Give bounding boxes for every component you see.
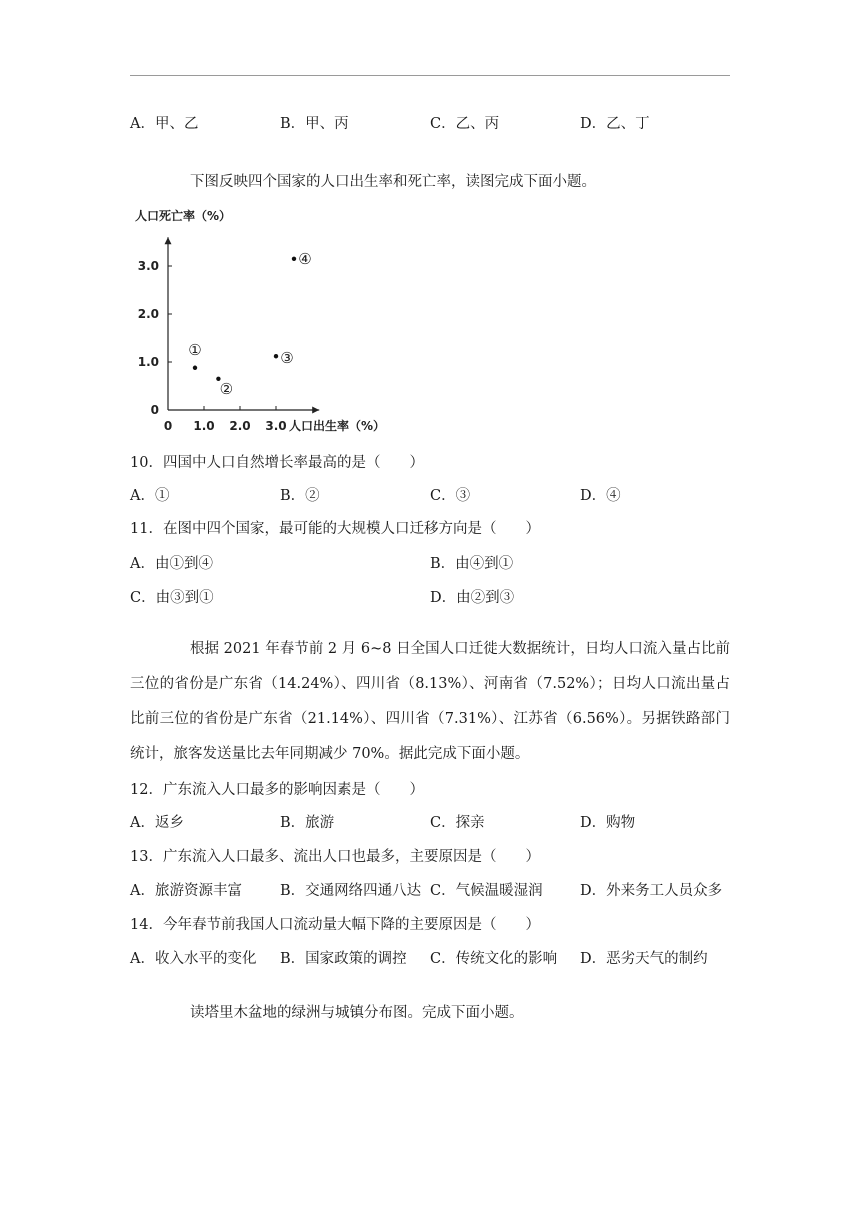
q10-option-d[interactable]: D．④ bbox=[580, 488, 621, 504]
x-tick-label: 0 bbox=[163, 419, 173, 433]
data-point bbox=[274, 354, 278, 358]
q13-stem: 13．广东流入人口最多、流出人口也最多，主要原因是（ ） bbox=[130, 849, 540, 865]
q12-option-c[interactable]: C．探亲 bbox=[430, 815, 485, 831]
q13-option-d[interactable]: D．外来务工人员众多 bbox=[580, 883, 723, 899]
q11-option-b[interactable]: B．由④到① bbox=[430, 556, 514, 572]
x-tick-label: 2.0 bbox=[229, 419, 251, 433]
y-tick-label: 0 bbox=[150, 403, 159, 417]
q14-option-d[interactable]: D．恶劣天气的制约 bbox=[580, 951, 708, 967]
q14-option-c[interactable]: C．传统文化的影响 bbox=[430, 951, 558, 967]
q9-option-d[interactable]: D．乙、丁 bbox=[580, 116, 650, 132]
x-tick-label: 1.0 bbox=[193, 419, 215, 433]
q11-option-c[interactable]: C．由③到① bbox=[130, 590, 214, 606]
q14-stem: 14．今年春节前我国人口流动量大幅下降的主要原因是（ ） bbox=[130, 917, 540, 933]
y-axis-arrow bbox=[165, 237, 172, 244]
q10-option-a[interactable]: A．① bbox=[130, 488, 170, 504]
q10-option-b[interactable]: B．② bbox=[280, 488, 320, 504]
y-tick-label: 1.0 bbox=[137, 355, 159, 369]
q11-option-d[interactable]: D．由②到③ bbox=[430, 590, 515, 606]
q11-option-a[interactable]: A．由①到④ bbox=[130, 556, 213, 572]
q12-option-b[interactable]: B．旅游 bbox=[280, 815, 335, 831]
q14-option-b[interactable]: B．国家政策的调控 bbox=[280, 951, 407, 967]
migration-intro-paragraph bbox=[130, 632, 730, 772]
q9-option-a[interactable]: A．甲、乙 bbox=[130, 116, 199, 132]
q12-option-d[interactable]: D．购物 bbox=[580, 815, 636, 831]
tarim-intro: 读塔里木盆地的绿洲与城镇分布图。完成下面小题。 bbox=[190, 1005, 524, 1021]
q12-stem: 12．广东流入人口最多的影响因素是（ ） bbox=[130, 782, 424, 798]
header-rule bbox=[130, 75, 730, 76]
q9-option-c[interactable]: C．乙、丙 bbox=[430, 116, 500, 132]
data-point-label: ① bbox=[188, 340, 202, 359]
birth-death-scatter-chart bbox=[133, 200, 393, 436]
data-point-label: ② bbox=[219, 379, 234, 398]
q12-option-a[interactable]: A．返乡 bbox=[130, 815, 184, 831]
data-point-label: ④ bbox=[298, 249, 312, 268]
y-tick-label: 3.0 bbox=[137, 259, 159, 273]
chart-ylabel: 人口死亡率（%） bbox=[135, 209, 232, 223]
data-point-label: ③ bbox=[280, 349, 294, 368]
q13-option-b[interactable]: B．交通网络四通八达 bbox=[280, 883, 422, 899]
q10-option-c[interactable]: C．③ bbox=[430, 488, 471, 504]
chart-intro: 下图反映四个国家的人口出生率和死亡率，读图完成下面小题。 bbox=[190, 174, 596, 190]
data-point bbox=[292, 257, 296, 261]
x-tick-label: 3.0 bbox=[265, 419, 287, 433]
x-axis-arrow bbox=[312, 407, 319, 414]
data-point bbox=[193, 366, 197, 370]
migration-intro-text: 根据 2021 年春节前 2 月 6~8 日全国人口迁徙大数据统计，日均人口流入量占比前三位的省份是广东省（14.24%）、四川省（8.13%）、河南省（7.52%）；日均人口流出量占比前三位的省份是广东省（21.14%）、四川省（7.31%）、江苏省（6.56%）。另据铁路部门统计，旅客发送量比去年同期减少 70%。据此完成下面小题。 bbox=[130, 641, 730, 762]
chart-xlabel: 人口出生率（%） bbox=[289, 419, 386, 433]
q14-option-a[interactable]: A．收入水平的变化 bbox=[130, 951, 257, 967]
q13-option-a[interactable]: A．旅游资源丰富 bbox=[130, 883, 242, 899]
q10-stem: 10．四国中人口自然增长率最高的是（ ） bbox=[130, 455, 424, 471]
q13-option-c[interactable]: C．气候温暖湿润 bbox=[430, 883, 543, 899]
q9-option-b[interactable]: B．甲、丙 bbox=[280, 116, 349, 132]
q11-stem: 11．在图中四个国家，最可能的大规模人口迁移方向是（ ） bbox=[130, 521, 540, 537]
y-tick-label: 2.0 bbox=[137, 307, 159, 321]
